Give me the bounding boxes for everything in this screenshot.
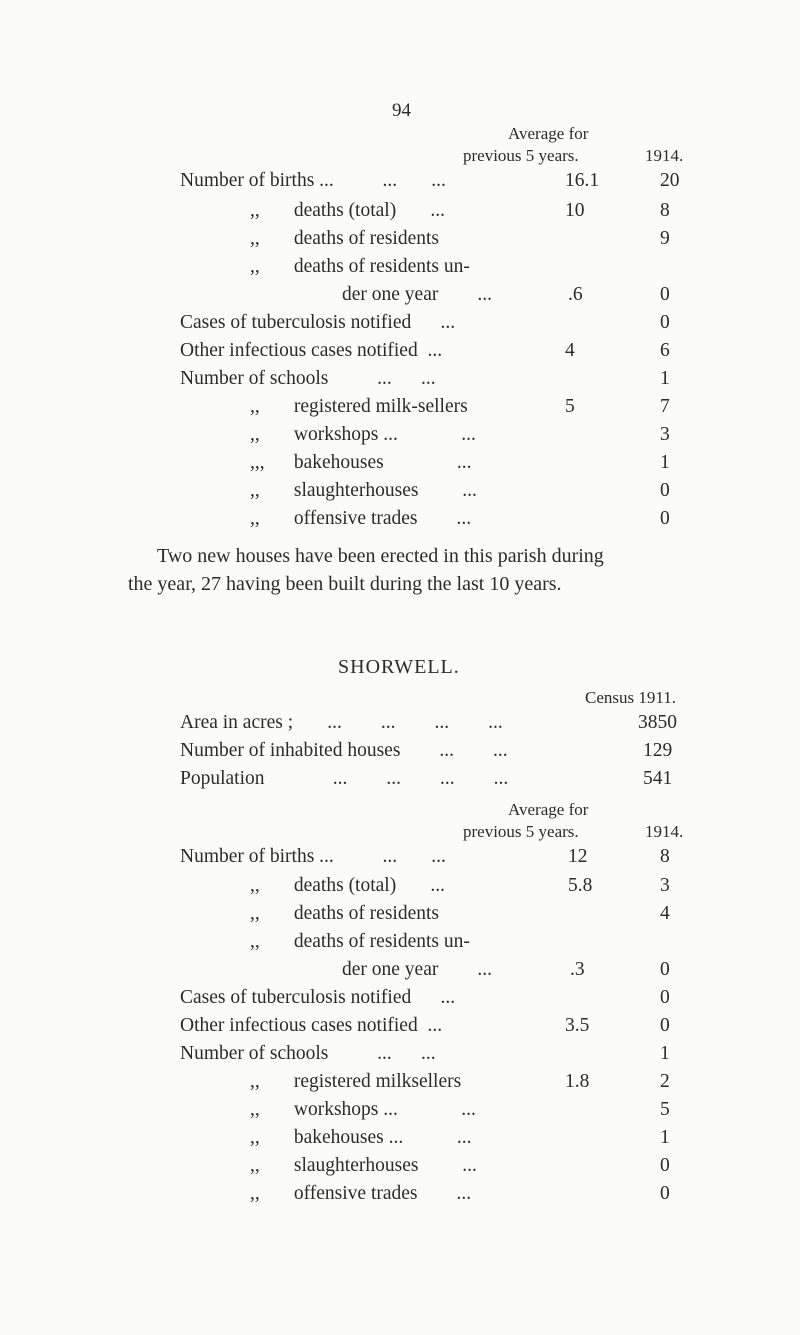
census-header: Census 1911.: [585, 688, 676, 707]
table-row-year: 0: [660, 987, 670, 1008]
table-row-year: 2: [660, 1071, 670, 1092]
table-row-label: der one year ...: [342, 284, 492, 305]
table-row-label: ,, workshops ... ...: [250, 424, 476, 445]
table-row-avg: 5.8: [568, 875, 593, 896]
table-row-year: 20: [660, 170, 680, 191]
table1-header-avg-line1: Average for: [508, 124, 589, 143]
table-row-year: 9: [660, 228, 670, 249]
table-row-avg: 1.8: [565, 1071, 590, 1092]
table-row-year: 0: [660, 312, 670, 333]
table-row-year: 8: [660, 846, 670, 867]
table-row-year: 0: [660, 1155, 670, 1176]
table-row-label: ,, slaughterhouses ...: [250, 480, 477, 501]
table-row-year: 1: [660, 1043, 670, 1064]
census-row-label: Population ... ... ... ...: [180, 768, 509, 789]
table-row-label: ,, deaths (total) ...: [250, 200, 445, 221]
table-row-year: 7: [660, 396, 670, 417]
table-row-avg: 10: [565, 200, 585, 221]
table-row-label: der one year ...: [342, 959, 492, 980]
table-row-year: 8: [660, 200, 670, 221]
table-row-avg: 16.1: [565, 170, 600, 191]
table-row-year: 0: [660, 959, 670, 980]
table-row-label: ,, registered milk-sellers: [250, 396, 468, 417]
table-row-year: 0: [660, 480, 670, 501]
table-row-year: 3: [660, 875, 670, 896]
table2-header-year: 1914.: [645, 822, 684, 841]
table1-header-year: 1914.: [645, 146, 684, 165]
table-row-label: ,, offensive trades ...: [250, 508, 472, 529]
table-row-year: 3: [660, 424, 670, 445]
table-row-label: ,, deaths of residents: [250, 903, 440, 924]
table-row-label: Number of births ... ... ...: [180, 170, 446, 191]
table-row-year: 0: [660, 284, 670, 305]
table-row-label: Other infectious cases notified ...: [180, 1015, 443, 1036]
table-row-label: Other infectious cases notified ...: [180, 340, 443, 361]
page-number: 94: [392, 100, 411, 121]
table-row-label: ,, deaths (total) ...: [250, 875, 445, 896]
table-row-avg: 3.5: [565, 1015, 590, 1036]
table2-header-avg-line2: previous 5 years.: [463, 822, 579, 841]
table-row-label: ,, deaths of residents: [250, 228, 440, 249]
census-row-label: Area in acres ; ... ... ... ...: [180, 712, 503, 733]
table2-header-avg-line1: Average for: [508, 800, 589, 819]
census-row-value: 129: [643, 740, 673, 761]
table-row-year: 6: [660, 340, 670, 361]
table-row-label: Cases of tuberculosis notified ...: [180, 987, 456, 1008]
section-title: SHORWELL.: [338, 656, 460, 678]
table-row-label: ,, slaughterhouses ...: [250, 1155, 477, 1176]
table-row-year: 5: [660, 1099, 670, 1120]
table-row-label: Number of schools ... ...: [180, 368, 436, 389]
table-row-label: ,, offensive trades ...: [250, 1183, 472, 1204]
table-row-label: Number of births ... ... ...: [180, 846, 446, 867]
census-row-value: 3850: [638, 712, 677, 733]
table-row-year: 0: [660, 508, 670, 529]
table-row-avg: 12: [568, 846, 588, 867]
table-row-label: ,, bakehouses ... ...: [250, 1127, 472, 1148]
table-row-label: ,, workshops ... ...: [250, 1099, 476, 1120]
table-row-year: 0: [660, 1183, 670, 1204]
table-row-label: ,,, bakehouses ...: [250, 452, 472, 473]
table-row-avg: 4: [565, 340, 575, 361]
table1-header-avg-line2: previous 5 years.: [463, 146, 579, 165]
table-row-label: ,, registered milksellers: [250, 1071, 462, 1092]
table-row-label: Cases of tuberculosis notified ...: [180, 312, 456, 333]
table-row-year: 4: [660, 903, 670, 924]
census-row-label: Number of inhabited houses ... ...: [180, 740, 508, 761]
table-row-year: 1: [660, 1127, 670, 1148]
table-row-label: ,, deaths of residents un-: [250, 256, 470, 277]
table-row-year: 1: [660, 452, 670, 473]
table-row-avg: 5: [565, 396, 575, 417]
table-row-avg: .3: [570, 959, 585, 980]
paragraph-line-1: Two new houses have been erected in this parish during: [157, 545, 604, 567]
paragraph-line-2: the year, 27 having been built during the last 10 years.: [128, 573, 562, 595]
table-row-year: 0: [660, 1015, 670, 1036]
table-row-label: ,, deaths of residents un-: [250, 931, 470, 952]
census-row-value: 541: [643, 768, 673, 789]
table-row-label: Number of schools ... ...: [180, 1043, 436, 1064]
table-row-year: 1: [660, 368, 670, 389]
table-row-avg: .6: [568, 284, 583, 305]
